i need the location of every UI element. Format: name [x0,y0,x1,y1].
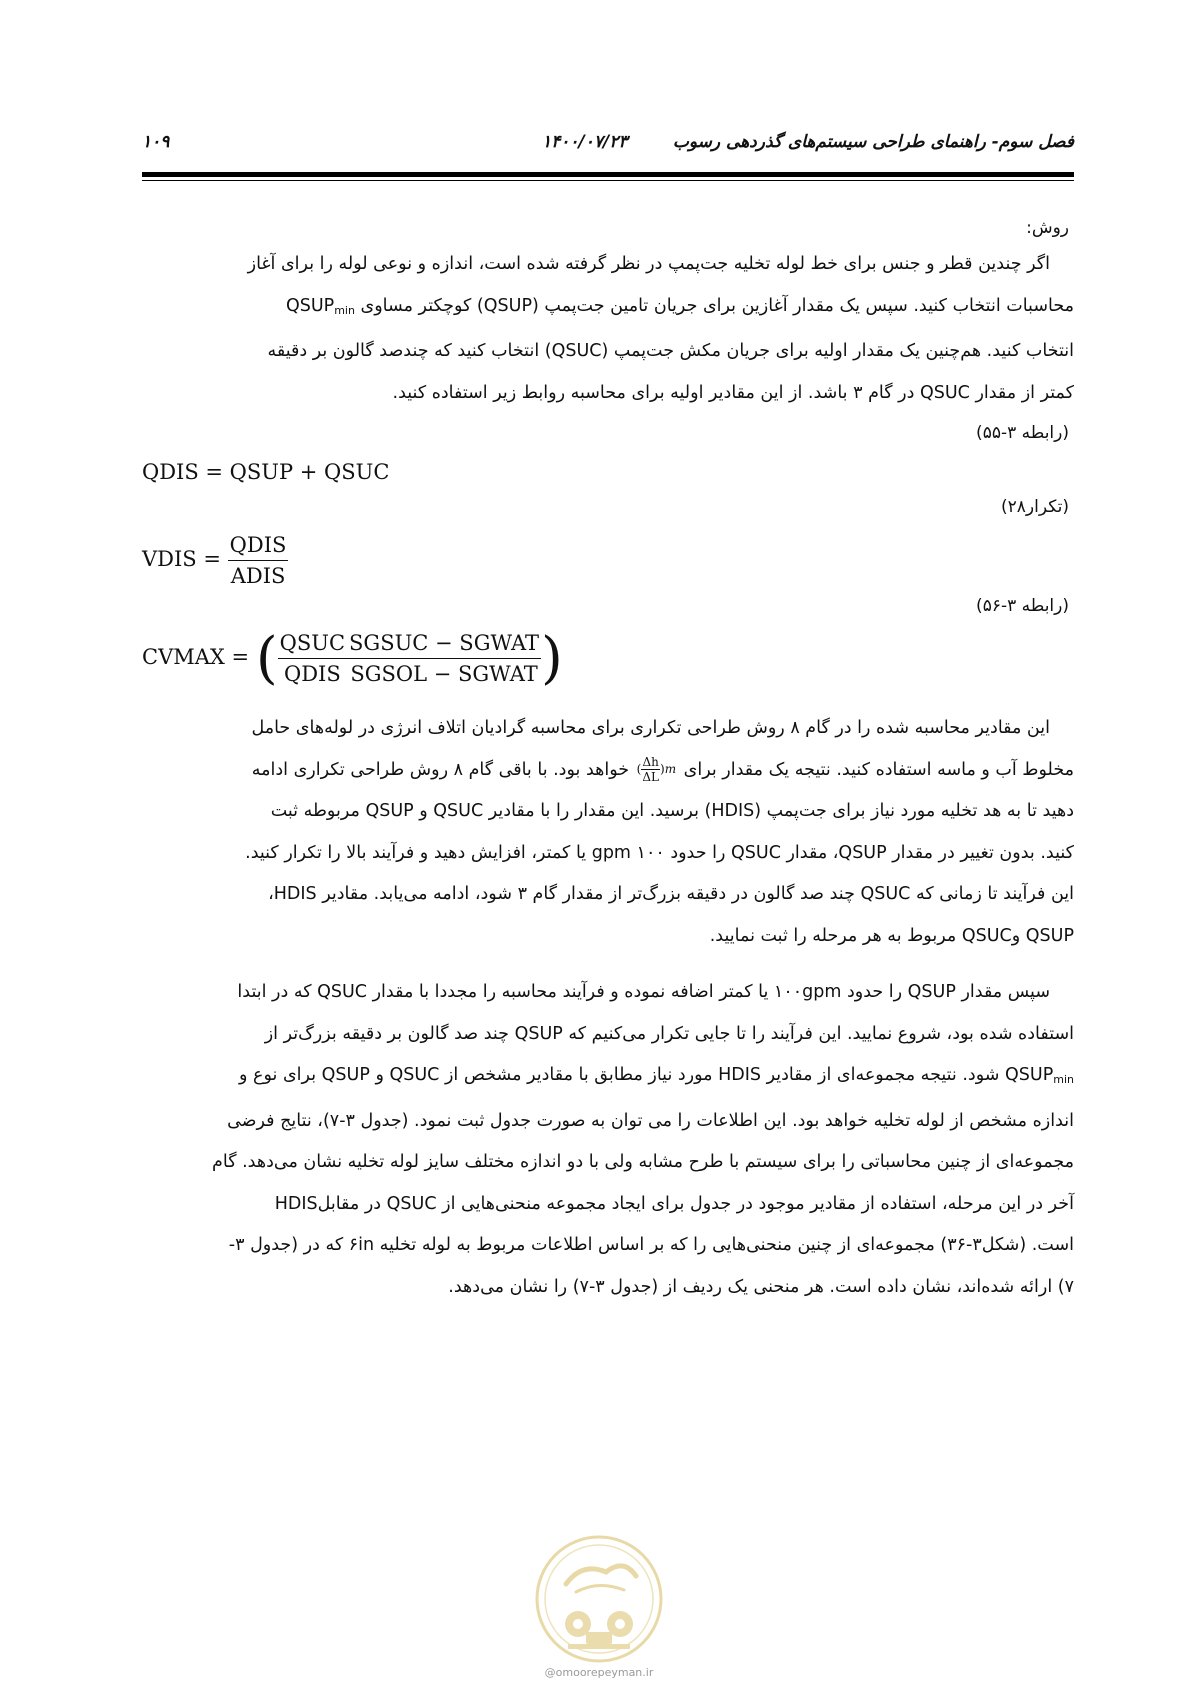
equation-cvmax [142,625,563,691]
paragraph-3 [142,972,1074,1308]
equation-label: (تکرار۲۸) [1001,497,1069,517]
equation-label: (رابطه ۳-۵۵) [976,423,1069,443]
paragraph-line: آخر در این مرحله، استفاده از مقادیر موجود در جدول برای ایجاد مجموعه منحنی‌هایی از QSUC در مقابلHDIS [274,1193,1074,1214]
watermark-caption: @omoorepeyman.ir [544,1666,654,1679]
paragraph-line: اندازه مشخص از لوله تخلیه خواهد بود. این اطلاعات را می توان به صورت جدول ثبت نمود. (جدول ۳-۷)، نتایج فرضی [227,1110,1074,1131]
fraction-numerator: SGSUC − SGWAT [347,628,541,659]
paragraph-2 [142,708,1074,957]
fraction-denominator: QDIS [283,662,341,686]
revision-date: ۱۴۰۰/۰۷/۲۳ [542,132,628,152]
method-label: روش: [1026,218,1069,238]
header-rule-thick [142,172,1074,177]
page-number: ۱۰۹ [142,132,170,152]
equation-vdis [142,530,288,591]
subscript: min [1053,1073,1074,1086]
paragraph-line: QSUP وQSUC مربوط به هر مرحله را ثبت نمایید. [709,925,1074,946]
equation-qdis: QDIS = QSUP + QSUC [142,460,390,484]
paragraph-line: این مقادیر محاسبه شده را در گام ۸ روش طراحی تکراری برای محاسبه گرادیان اتلاف انرژی در لوله‌های حامل [251,718,1050,738]
paragraph-line: انتخاب کنید. هم‌چنین یک مقدار اولیه برای جریان مکش جت‌پمپ (QSUC) انتخاب کنید که چندصد گالون بر دقیقه [267,341,1074,361]
fraction [228,530,289,591]
chapter-title: فصل سوم- راهنمای طراحی سیستم‌های گذردهی رسوب [672,132,1074,152]
left-paren: ( [255,625,278,691]
paragraph-line: مجموعه‌ای از چنین محاسباتی را برای سیستم با طرح مشابه ولی با دو اندازه مختلف سایز لوله تخلیه نشان می‌دهد. گام [212,1152,1074,1172]
paragraph-line: $QSUP_{min}$ شود. نتیجه مجموعه‌ای از مقادیر HDIS مورد نیاز مطابق با مقادیر مشخص از QSUC و QSUP برای نوع و [239,1065,1074,1086]
inline-gradient-fraction: ( $\frac{\Delta h}{\Delta L}$ )m [636,755,677,784]
header-rule-thin [142,180,1074,181]
fraction [347,628,541,689]
gradient-subscript: m [664,762,677,776]
fraction [278,628,347,689]
paragraph-1 [142,244,1074,414]
fraction-denominator: SGSOL − SGWAT [350,662,538,686]
paragraph-line: استفاده شده بود، شروع نمایید. این فرآیند را تا جایی تکرار می‌کنیم که QSUP چند صد گالون بر دقیقه بزرگ‌تر از [264,1023,1074,1044]
right-paren: ) [541,625,563,691]
running-header [142,132,1074,156]
watermark-logo-icon [532,1532,666,1666]
gradient-denominator: ΔL [642,770,659,784]
fraction-denominator: ADIS [230,564,286,588]
fraction-numerator: QDIS [228,530,289,561]
paragraph-line: این فرآیند تا زمانی که QSUC چند صد گالون در دقیقه بزرگ‌تر از مقدار گام ۳ شود، ادامه می‌یابد. مقادیر HDIS، [268,884,1074,904]
subscript: min [334,303,355,317]
paragraph-line: کمتر از مقدار QSUC در گام ۳ باشد. از این مقادیر اولیه برای محاسبه روابط زیر استفاده کنید. [392,382,1074,403]
fraction-numerator: QSUC [278,628,347,659]
gradient-numerator: Δh [642,755,659,769]
paragraph-line: سپس مقدار QSUP را حدود ۱۰۰gpm یا کمتر اضافه نموده و فرآیند محاسبه را مجددا با مقدار QSUC که در ابتدا [237,982,1050,1002]
paragraph-line: دهید تا به هد تخلیه مورد نیاز برای جت‌پمپ (HDIS) برسید. این مقدار را با مقادیر QSUC و QSUP مربوطه ثبت [270,801,1074,821]
paragraph-line: مخلوط آب و ماسه استفاده کنید. نتیجه یک مقدار برای ( $\frac{\Delta h}{\Delta L}$ )m خواهد بود. با باقی گام ۸ روش طراحی تکراری ادامه [251,755,1074,784]
paragraph-line: ۷) ارائه شده‌اند، نشان داده است. هر منحنی یک ردیف از (جدول ۳-۷) را نشان می‌دهد. [448,1276,1074,1297]
equation-lhs: VDIS = [142,547,221,571]
paragraph-line: محاسبات انتخاب کنید. سپس یک مقدار آغازین برای جریان تامین جت‌پمپ (QSUP) کوچکتر مساوی $QSUP_{min}$ [285,295,1074,317]
equation-label: (رابطه ۳-۵۶) [976,596,1069,616]
paragraph-line: است. (شکل۳-۳۶) مجموعه‌ای از چنین منحنی‌هایی را که بر اساس اطلاعات مربوط به لوله تخلیه ۶in که در (جدول ۳- [228,1235,1074,1255]
paragraph-line: اگر چندین قطر و جنس برای خط لوله تخلیه جت‌پمپ در نظر گرفته شده است، اندازه و نوعی لوله را برای آغاز [247,254,1050,274]
paragraph-line: کنید. بدون تغییر در مقدار QSUP، مقدار QSUC را حدود gpm ۱۰۰ یا کمتر، افزایش دهید و فرآیند بالا را تکرار کنید. [245,842,1074,863]
equation-lhs: CVMAX = [142,645,250,669]
